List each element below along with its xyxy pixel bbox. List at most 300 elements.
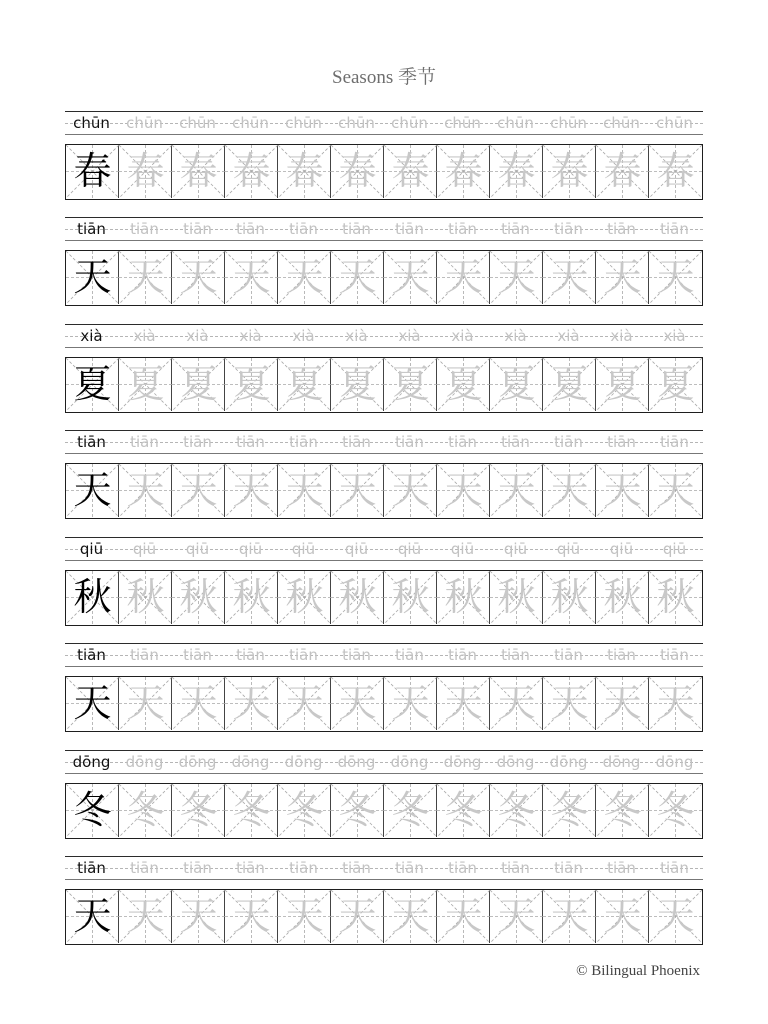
practice-cell [543,251,596,304]
practice-cell [225,890,278,943]
trace-character: 冬 [232,788,271,832]
trace-character: 天 [656,681,695,725]
trace-character: 夏 [603,362,642,406]
pinyin-trace: tiān [130,220,159,238]
practice-cell [384,677,437,730]
practice-row [65,535,703,638]
pinyin-trace: xià [186,327,209,345]
practice-cell [331,145,384,198]
pinyin-trace: chūn [285,114,322,132]
trace-character: 夏 [656,362,695,406]
practice-cell [649,571,702,624]
trace-character: 天 [338,468,377,512]
practice-cell [543,784,596,837]
pinyin-trace: chūn [179,114,216,132]
pinyin-trace: tiān [554,859,583,877]
trace-character: 夏 [285,362,324,406]
pinyin-trace: tiān [501,433,530,451]
practice-cell [119,145,172,198]
trace-character: 秋 [338,575,377,619]
pinyin-trace: dōng [178,753,217,771]
model-character: 天 [73,894,112,938]
trace-character: 天 [179,894,218,938]
trace-character: 天 [497,468,536,512]
practice-cell [66,145,119,198]
practice-cell [649,251,702,304]
practice-cell [172,464,225,517]
trace-character: 天 [391,894,430,938]
practice-cell [543,571,596,624]
practice-cell [490,890,543,943]
pinyin-band [65,750,703,774]
practice-cell [596,251,649,304]
trace-character: 冬 [444,788,483,832]
practice-cell [543,464,596,517]
practice-cell [225,251,278,304]
trace-character: 冬 [391,788,430,832]
pinyin-trace: qiū [662,540,687,558]
model-character: 冬 [73,788,112,832]
practice-cell [384,571,437,624]
practice-cell [278,358,331,411]
practice-cell [172,784,225,837]
pinyin-trace: tiān [183,859,212,877]
practice-cell [596,571,649,624]
practice-cell [384,464,437,517]
pinyin-trace: tiān [183,646,212,664]
pinyin-trace: tiān [395,646,424,664]
practice-cell [490,677,543,730]
pinyin-model: chūn [73,114,110,132]
practice-cell [596,358,649,411]
pinyin-trace: tiān [289,859,318,877]
practice-cell [331,571,384,624]
pinyin-trace: tiān [289,220,318,238]
pinyin-model: tiān [77,220,106,238]
pinyin-trace: dōng [284,753,323,771]
pinyin-trace: qiū [291,540,316,558]
pinyin-trace: dōng [390,753,429,771]
trace-character: 冬 [285,788,324,832]
practice-cell [437,677,490,730]
pinyin-trace: dōng [443,753,482,771]
trace-character: 夏 [126,362,165,406]
trace-character: 夏 [497,362,536,406]
pinyin-band [65,537,703,561]
character-grid [65,463,703,519]
practice-cell [119,251,172,304]
trace-character: 天 [603,255,642,299]
pinyin-trace: tiān [554,646,583,664]
practice-cell [331,464,384,517]
pinyin-trace: tiān [501,220,530,238]
pinyin-base-line [65,560,703,561]
pinyin-trace: qiū [344,540,369,558]
pinyin-trace: dōng [602,753,641,771]
pinyin-band [65,856,703,880]
trace-character: 冬 [550,788,589,832]
pinyin-trace: tiān [342,220,371,238]
pinyin-band [65,430,703,454]
practice-cell [66,251,119,304]
pinyin-trace: tiān [130,646,159,664]
trace-character: 天 [179,255,218,299]
character-grid [65,889,703,945]
trace-character: 冬 [126,788,165,832]
trace-character: 秋 [497,575,536,619]
trace-character: 春 [656,149,695,193]
pinyin-model: tiān [77,433,106,451]
pinyin-trace: tiān [236,433,265,451]
trace-character: 天 [603,894,642,938]
practice-cell [437,358,490,411]
practice-cell [649,358,702,411]
pinyin-trace: xià [451,327,474,345]
pinyin-trace: dōng [231,753,270,771]
trace-character: 天 [444,681,483,725]
pinyin-band [65,111,703,135]
pinyin-trace: tiān [395,859,424,877]
trace-character: 夏 [179,362,218,406]
trace-character: 春 [603,149,642,193]
trace-character: 天 [285,681,324,725]
pinyin-base-line [65,666,703,667]
practice-cell [119,571,172,624]
pinyin-trace: tiān [448,433,477,451]
trace-character: 春 [497,149,536,193]
pinyin-trace: tiān [554,220,583,238]
trace-character: 天 [550,894,589,938]
character-grid [65,250,703,306]
practice-cell [278,251,331,304]
trace-character: 夏 [550,362,589,406]
practice-cell [278,784,331,837]
trace-character: 天 [497,255,536,299]
trace-character: 天 [232,681,271,725]
pinyin-trace: qiū [503,540,528,558]
trace-character: 秋 [285,575,324,619]
practice-cell [66,358,119,411]
trace-character: 春 [444,149,483,193]
pinyin-trace: tiān [342,646,371,664]
pinyin-base-line [65,453,703,454]
trace-character: 天 [550,255,589,299]
practice-cell [66,571,119,624]
pinyin-model: xià [80,327,103,345]
practice-cell [437,251,490,304]
practice-cell [331,358,384,411]
trace-character: 天 [391,681,430,725]
pinyin-trace: tiān [236,859,265,877]
pinyin-trace: chūn [338,114,375,132]
pinyin-trace: xià [292,327,315,345]
practice-cell [331,890,384,943]
character-grid [65,783,703,839]
pinyin-base-line [65,134,703,135]
trace-character: 冬 [338,788,377,832]
pinyin-trace: tiān [660,220,689,238]
practice-cell [66,784,119,837]
practice-cell [490,784,543,837]
pinyin-trace: dōng [125,753,164,771]
pinyin-trace: tiān [660,646,689,664]
trace-character: 天 [497,681,536,725]
practice-cell [278,464,331,517]
practice-cell [225,464,278,517]
trace-character: 天 [232,894,271,938]
pinyin-trace: tiān [236,646,265,664]
trace-character: 天 [656,468,695,512]
trace-character: 冬 [603,788,642,832]
pinyin-trace: dōng [549,753,588,771]
pinyin-trace: tiān [660,859,689,877]
pinyin-trace: tiān [660,433,689,451]
trace-character: 秋 [126,575,165,619]
pinyin-trace: dōng [655,753,694,771]
practice-cell [278,571,331,624]
trace-character: 天 [444,255,483,299]
trace-character: 天 [550,468,589,512]
practice-cell [119,784,172,837]
pinyin-trace: qiū [609,540,634,558]
practice-row [65,322,703,425]
pinyin-trace: qiū [132,540,157,558]
practice-cell [596,464,649,517]
pinyin-trace: qiū [185,540,210,558]
practice-cell [172,251,225,304]
trace-character: 天 [285,468,324,512]
pinyin-trace: xià [345,327,368,345]
pinyin-trace: dōng [337,753,376,771]
pinyin-trace: chūn [603,114,640,132]
practice-cell [596,784,649,837]
practice-cell [543,145,596,198]
pinyin-trace: qiū [556,540,581,558]
trace-character: 天 [656,255,695,299]
pinyin-base-line [65,240,703,241]
practice-cell [278,890,331,943]
pinyin-trace: xià [610,327,633,345]
practice-cell [490,251,543,304]
practice-cell [66,677,119,730]
model-character: 秋 [73,575,112,619]
pinyin-trace: tiān [130,859,159,877]
trace-character: 秋 [232,575,271,619]
trace-character: 天 [232,255,271,299]
pinyin-trace: tiān [289,646,318,664]
pinyin-trace: tiān [289,433,318,451]
practice-cell [331,677,384,730]
trace-character: 天 [603,681,642,725]
pinyin-trace: xià [239,327,262,345]
trace-character: 秋 [603,575,642,619]
pinyin-trace: xià [663,327,686,345]
practice-cell [596,677,649,730]
model-character: 夏 [73,362,112,406]
pinyin-trace: qiū [450,540,475,558]
trace-character: 天 [126,894,165,938]
pinyin-trace: qiū [397,540,422,558]
pinyin-trace: chūn [232,114,269,132]
practice-cell [384,890,437,943]
practice-cell [490,464,543,517]
pinyin-trace: tiān [607,220,636,238]
trace-character: 天 [232,468,271,512]
practice-cell [384,358,437,411]
pinyin-trace: tiān [342,433,371,451]
trace-character: 天 [497,894,536,938]
practice-cell [596,145,649,198]
practice-cell [172,358,225,411]
practice-cell [490,358,543,411]
character-grid [65,676,703,732]
worksheet-title: Seasons 季节 [332,67,436,88]
pinyin-trace: tiān [607,433,636,451]
practice-cell [543,358,596,411]
pinyin-trace: tiān [130,433,159,451]
practice-cell [119,890,172,943]
pinyin-band [65,643,703,667]
trace-character: 春 [391,149,430,193]
trace-character: 秋 [550,575,589,619]
trace-character: 天 [338,255,377,299]
pinyin-trace: tiān [395,220,424,238]
practice-cell [172,145,225,198]
practice-cell [384,251,437,304]
trace-character: 天 [126,255,165,299]
trace-character: 秋 [391,575,430,619]
pinyin-trace: dōng [496,753,535,771]
pinyin-trace: tiān [342,859,371,877]
trace-character: 天 [550,681,589,725]
practice-row [65,109,703,212]
pinyin-trace: tiān [183,220,212,238]
pinyin-model: tiān [77,646,106,664]
character-grid [65,570,703,626]
practice-cell [172,890,225,943]
trace-character: 天 [179,681,218,725]
character-grid [65,144,703,200]
trace-character: 天 [126,681,165,725]
practice-cell [384,784,437,837]
practice-cell [437,890,490,943]
pinyin-trace: tiān [183,433,212,451]
pinyin-trace: tiān [395,433,424,451]
model-character: 天 [73,681,112,725]
pinyin-trace: chūn [391,114,428,132]
practice-cell [490,571,543,624]
copyright-footer: © Bilingual Phoenix [576,963,700,979]
pinyin-trace: chūn [656,114,693,132]
character-grid [65,357,703,413]
trace-character: 天 [285,894,324,938]
trace-character: 秋 [656,575,695,619]
model-character: 春 [73,149,112,193]
trace-character: 春 [179,149,218,193]
practice-cell [649,784,702,837]
practice-cell [437,784,490,837]
pinyin-band [65,217,703,241]
pinyin-trace: tiān [448,646,477,664]
trace-character: 春 [338,149,377,193]
pinyin-trace: chūn [126,114,163,132]
practice-cell [172,571,225,624]
practice-cell [437,464,490,517]
practice-cell [649,677,702,730]
practice-cell [278,677,331,730]
pinyin-trace: tiān [501,646,530,664]
trace-character: 天 [285,255,324,299]
practice-cell [543,890,596,943]
pinyin-base-line [65,347,703,348]
trace-character: 春 [285,149,324,193]
trace-character: 秋 [444,575,483,619]
practice-cell [66,890,119,943]
pinyin-trace: chūn [497,114,534,132]
pinyin-band [65,324,703,348]
trace-character: 冬 [179,788,218,832]
trace-character: 天 [444,894,483,938]
pinyin-model: dōng [72,753,111,771]
pinyin-model: tiān [77,859,106,877]
trace-character: 春 [550,149,589,193]
pinyin-base-line [65,879,703,880]
trace-character: 春 [126,149,165,193]
practice-cell [384,145,437,198]
practice-row [65,641,703,744]
pinyin-trace: qiū [238,540,263,558]
trace-character: 天 [126,468,165,512]
practice-row [65,428,703,531]
trace-character: 天 [338,894,377,938]
practice-row [65,748,703,851]
practice-cell [649,890,702,943]
pinyin-trace: tiān [448,859,477,877]
trace-character: 秋 [179,575,218,619]
practice-cell [225,145,278,198]
trace-character: 天 [338,681,377,725]
practice-cell [119,464,172,517]
pinyin-model: qiū [79,540,104,558]
pinyin-trace: xià [398,327,421,345]
pinyin-trace: tiān [607,859,636,877]
practice-cell [225,784,278,837]
practice-cell [437,571,490,624]
model-character: 天 [73,468,112,512]
practice-cell [490,145,543,198]
pinyin-trace: tiān [607,646,636,664]
trace-character: 天 [656,894,695,938]
practice-cell [225,571,278,624]
practice-row [65,854,703,957]
pinyin-trace: tiān [554,433,583,451]
practice-cell [119,677,172,730]
trace-character: 冬 [656,788,695,832]
practice-cell [331,784,384,837]
practice-cell [172,677,225,730]
pinyin-trace: tiān [501,859,530,877]
practice-cell [437,145,490,198]
practice-cell [649,464,702,517]
trace-character: 夏 [232,362,271,406]
practice-cell [543,677,596,730]
trace-character: 夏 [338,362,377,406]
pinyin-base-line [65,773,703,774]
trace-character: 天 [391,255,430,299]
pinyin-trace: chūn [550,114,587,132]
practice-row [65,215,703,318]
practice-cell [278,145,331,198]
